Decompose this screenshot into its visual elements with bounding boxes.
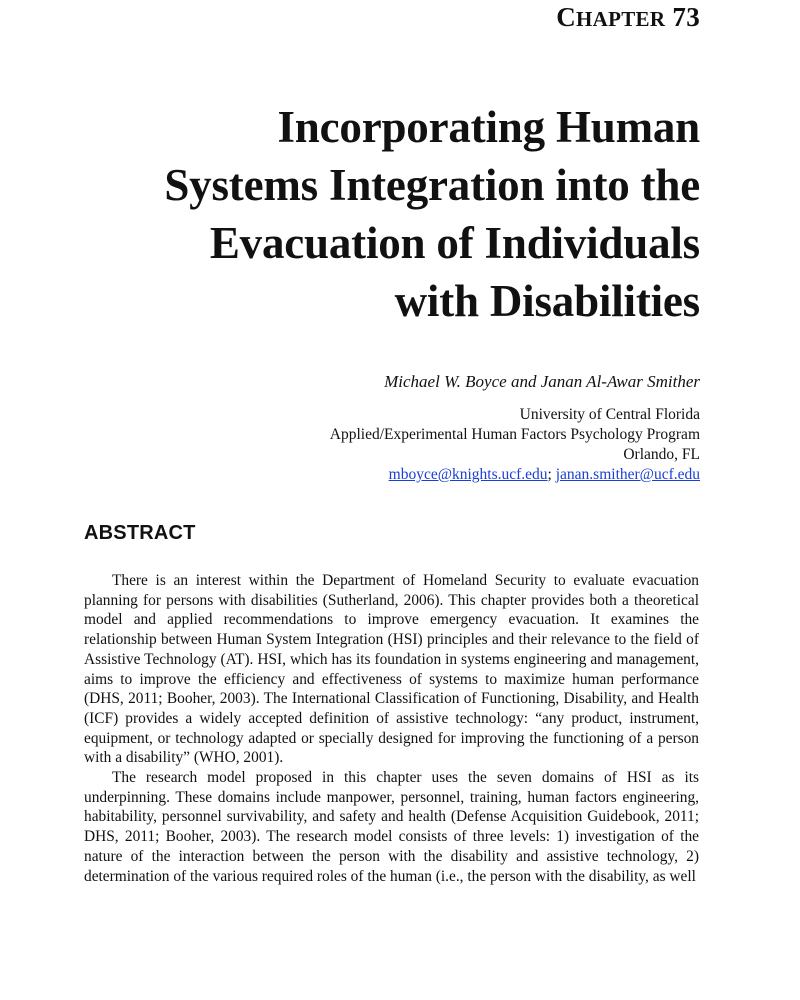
chapter-label	[556, 2, 700, 33]
abstract-heading: ABSTRACT	[84, 522, 196, 544]
email-line	[330, 465, 700, 485]
email-link-boyce[interactable]: mboyce@knights.ucf.edu	[388, 466, 548, 483]
email-separator: ;	[547, 466, 552, 483]
chapter-number: 73	[672, 2, 700, 32]
authors: Michael W. Boyce and Janan Al-Awar Smither	[384, 372, 700, 391]
affiliation-block	[330, 405, 700, 485]
title-line: Systems Integration into the	[164, 160, 700, 210]
title-line: with Disabilities	[394, 276, 700, 326]
location: Orlando, FL	[623, 446, 700, 463]
abstract-paragraph: There is an interest within the Department of Homeland Security to evaluate evacuation planning for persons with disabilities (Sutherland, 2006). This chapter provides both a theoretical model and applied recommendations to improve emergency evacuation. It examines the relationship between Human System Integration (HSI) principles and their relevance to the field of Assistive Technology (AT). HSI, which has its foundation in systems engineering and management, aims to improve the efficiency and effectiveness of systems to maximize human performance (DHS, 2011; Booher, 2003). The International Classification of Functioning, Disability, and Health (ICF) provides a widely accepted definition of assistive technology: “any product, instrument, equipment, or technology adapted or specially designed for improving the functioning of a person with a disability” (WHO, 2001).	[84, 572, 699, 767]
abstract-paragraph: The research model proposed in this chapter uses the seven domains of HSI as its underpinning. These domains include manpower, personnel, training, human factors engineering, habitability, personnel survivability, and safety and health (Defense Acquisition Guidebook, 2011; DHS, 2011; Booher, 2003). The research model consists of three levels: 1) investigation of the nature of the interaction between the person with the disability and assistive technology, 2) determination of the various required roles of the human (i.e., the person with the disability, as well	[84, 769, 699, 885]
program-name: Applied/Experimental Human Factors Psychology Program	[329, 426, 700, 443]
abstract-body	[84, 571, 699, 886]
title-line: Evacuation of Individuals	[209, 218, 700, 268]
title-line: Incorporating Human	[277, 102, 700, 152]
chapter-prefix-big: C	[556, 2, 577, 32]
email-link-smither[interactable]: janan.smither@ucf.edu	[555, 466, 700, 483]
university-name: University of Central Florida	[519, 406, 700, 423]
chapter-prefix-small: HAPTER	[576, 7, 666, 31]
chapter-title	[60, 98, 700, 330]
